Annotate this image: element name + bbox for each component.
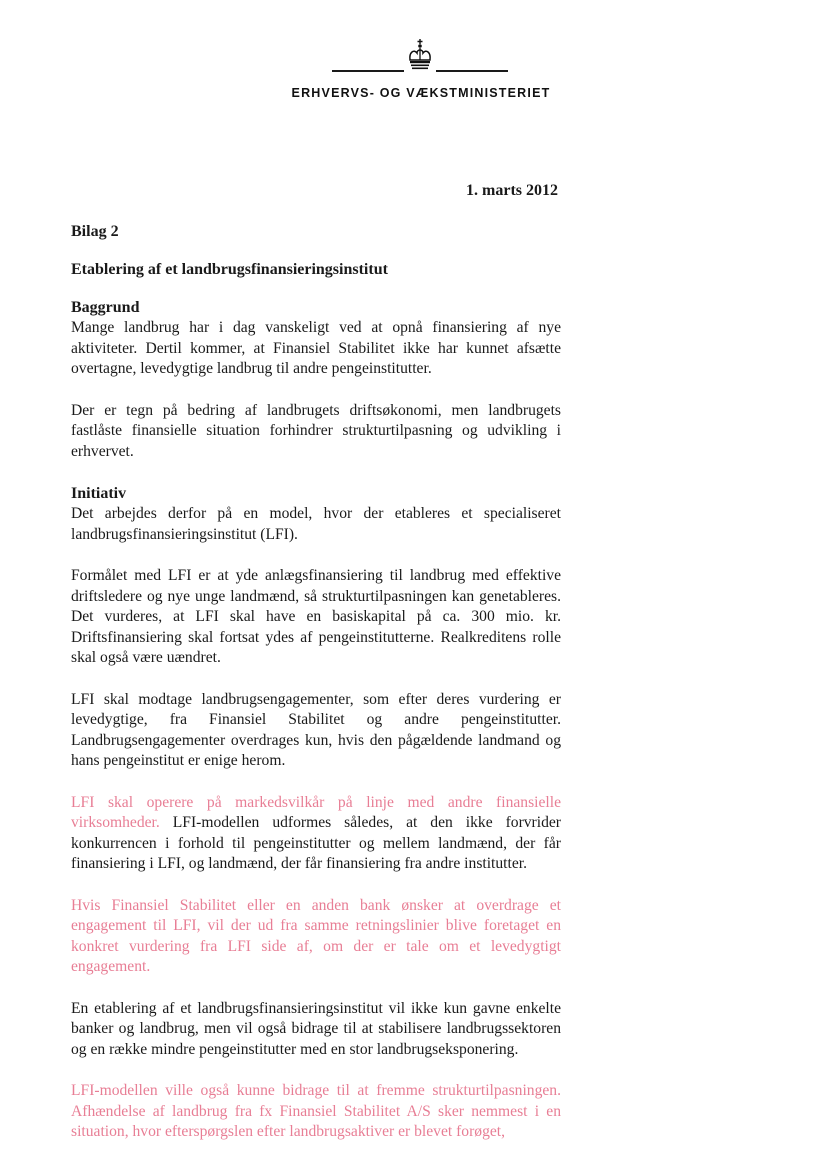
- document-body: [71, 221, 561, 1164]
- paragraph-mixed: [71, 793, 561, 875]
- paragraph: Formålet med LFI er at yde anlægsfinansiering til landbrug med effektive driftsledere og nye unge landmænd, så strukturtilpasningen kan genetableres. Det vurderes, at LFI skal have en basiskapital på ca. 300 mio. kr. Driftsfinansiering skal fortsat ydes af pengeinstitutterne. Realkreditens rolle skal også være uændret.: [71, 567, 561, 666]
- paragraph: Det arbejdes derfor på en model, hvor der etableres et specialiseret landbrugsfinansieringsinstitut (LFI).: [71, 505, 561, 543]
- letterhead-rule-left: [332, 70, 404, 72]
- letterhead-rule-right: [436, 70, 508, 72]
- highlighted-paragraph: Hvis Finansiel Stabilitet eller en anden bank ønsker at overdrage et engagement til LFI, vil der ud fra samme retningslinier blive foretaget en konkret vurdering fra LFI side af, om der er tale om et levedygtigt engagement.: [71, 896, 561, 975]
- ministry-name: ERHVERVS- OG VÆKSTMINISTERIET: [291, 86, 551, 100]
- crown-icon: [406, 38, 434, 72]
- paragraph: Mange landbrug har i dag vanskeligt ved at opnå finansiering af nye aktiviteter. Dertil kommer, at Finansiel Stabilitet ikke har kunnet afsætte overtagne, levedygtige landbrug til andre pengeinstitutter.: [71, 319, 561, 377]
- letterhead: [286, 38, 556, 102]
- paragraph-text: LFI-modellen udformes således, at den ikke forvrider konkurrencen i forhold til pengeinstitutter og mellem landmænd, der får finansiering i LFI, og landmænd, der får finansiering fra andre institutter.: [71, 814, 561, 872]
- section-heading-initiativ: Initiativ: [71, 485, 127, 502]
- paragraph: En etablering af et landbrugsfinansieringsinstitut vil ikke kun gavne enkelte banker og landbrug, men vil også bidrage til at stabilisere landbrugssektoren og en række mindre pengeinstitutter med en stor landbrugseksponering.: [71, 999, 561, 1058]
- appendix-label: Bilag 2: [71, 223, 119, 240]
- document-date: 1. marts 2012: [466, 182, 558, 199]
- paragraph: Der er tegn på bedring af landbrugets driftsøkonomi, men landbrugets fastlåste finansielle situation forhindrer strukturtilpasning og udvikling i erhvervet.: [71, 401, 561, 460]
- paragraph: LFI skal modtage landbrugsengagementer, som efter deres vurdering er levedygtige, fra Finansiel Stabilitet og andre pengeinstitutter. Landbrugsengagementer overdrages kun, hvis den pågældende landmand og hans pengeinstitut er enige herom.: [71, 690, 561, 769]
- section-heading-baggrund: Baggrund: [71, 299, 140, 316]
- highlighted-text: LFI skal operere på markedsvilkår på linje med andre finansielle virksomheder.: [71, 793, 561, 831]
- highlighted-paragraph: LFI-modellen ville også kunne bidrage til at fremme strukturtilpasningen. Afhændelse af landbrug fra fx Finansiel Stabilitet A/S sker nemmest i en situation, hvor efterspørgslen efter landbrugsaktiver er blevet forøget,: [71, 1082, 561, 1140]
- document-title: Etablering af et landbrugsfinansieringsinstitut: [71, 261, 388, 278]
